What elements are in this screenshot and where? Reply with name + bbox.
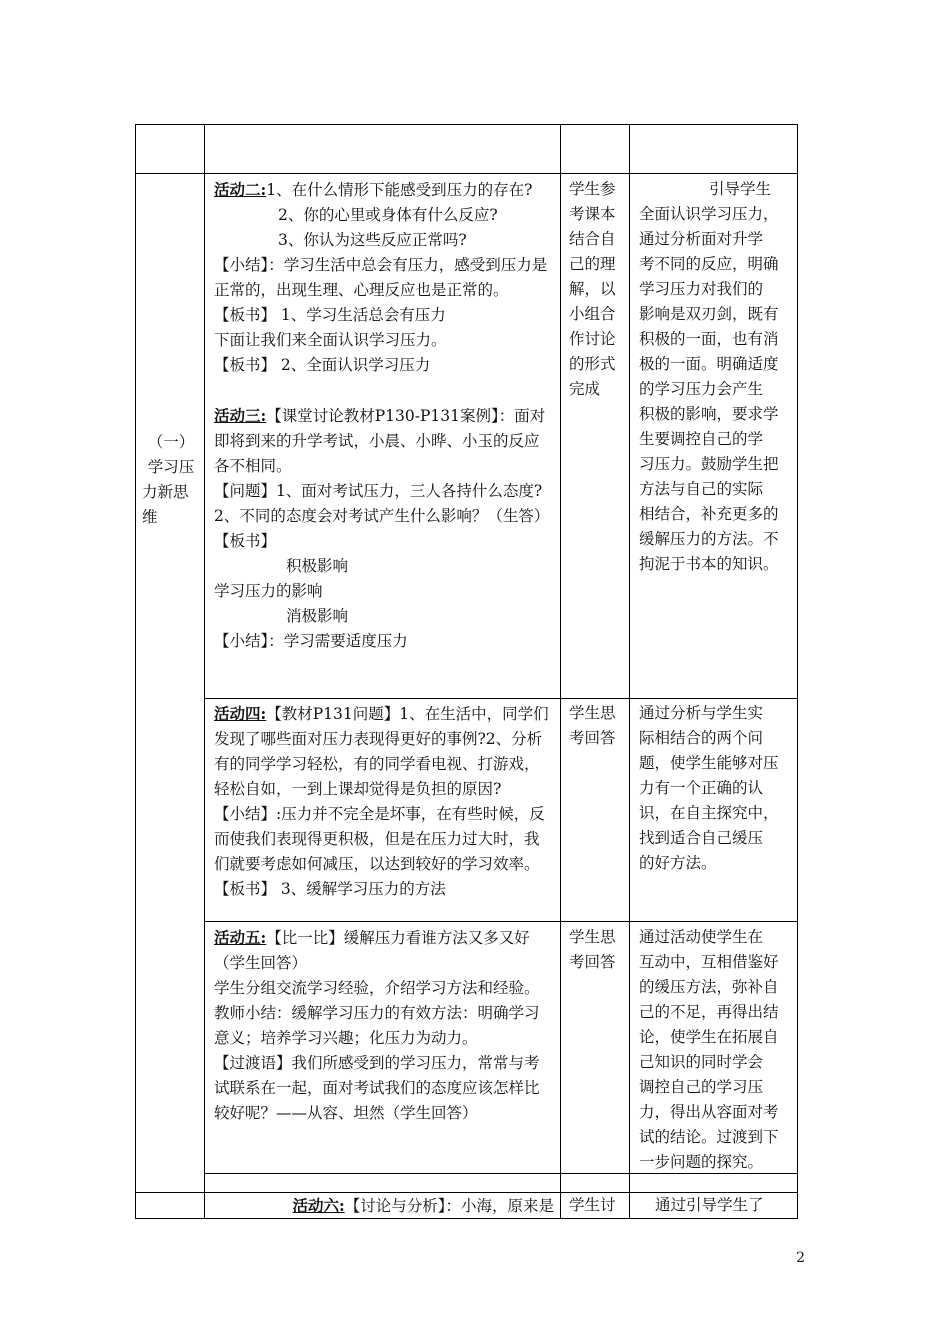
- content-line: 3、你认为这些反应正常吗?: [278, 231, 467, 249]
- goal-line: 的好方法。: [639, 854, 717, 872]
- section-line: 力新思: [142, 483, 189, 501]
- goal-line: 通过引导学生了: [655, 1196, 764, 1214]
- content-cell-row3: [214, 925, 554, 1126]
- content-line: 【过渡语】我们所感受到的学习压力，常常与考试联系在一起，面对考试我们的态度应该怎样比较好呢？——从容、坦然（学生回答）: [214, 1054, 540, 1122]
- goal-line: 通过分析面对升学: [639, 230, 764, 248]
- goal-cell-row1: [639, 177, 795, 577]
- goal-line: 试的结论。过渡到下: [639, 1128, 779, 1146]
- goal-line: 影响是双刃剑，既有: [639, 305, 779, 323]
- goal-cell-row3: [639, 925, 795, 1175]
- content-line: [214, 701, 554, 802]
- content-line: 【小结】：学习需要适度压力: [214, 632, 408, 650]
- goal-line: 的缓压方法，弥补自: [639, 978, 779, 996]
- table-line: [629, 124, 630, 1218]
- goal-line: 极的一面。明确适度: [639, 355, 779, 373]
- goal-line: 积极的影响，要求学: [639, 405, 779, 423]
- student-line: 学生参: [569, 180, 616, 198]
- section-line: 学习压: [147, 458, 195, 476]
- section-cell: [140, 430, 202, 530]
- goal-line: 己知识的同时学会: [639, 1053, 764, 1071]
- content-cell-row4: [214, 1193, 554, 1219]
- student-line: 小组合: [569, 305, 616, 323]
- goal-line: 通过活动使学生在: [639, 928, 764, 946]
- content-line: 2、你的心里或身体有什么反应?: [278, 206, 498, 224]
- goal-line: 题，使学生能够对压: [639, 754, 779, 772]
- goal-line: 力有一个正确的认: [639, 779, 764, 797]
- goal-line: 识，在自主探究中，: [639, 804, 779, 822]
- student-line: 考回答: [569, 729, 616, 747]
- goal-line: 通过分析与学生实: [639, 704, 764, 722]
- student-line: 作讨论: [569, 330, 616, 348]
- student-cell-row4: [569, 1193, 627, 1218]
- content-line: 【板书】 1、学习生活总会有压力: [214, 306, 446, 324]
- goal-line: 际相结合的两个问: [639, 729, 764, 747]
- student-line: 的形式: [569, 355, 616, 373]
- activity-label: 活动六:: [292, 1196, 345, 1215]
- content-text: 【课堂讨论教材P130-P131案例】：面对即将到来的升学考试，小晨、小晔、小玉的反应各不相同。: [214, 407, 546, 475]
- goal-line: 考不同的反应，明确: [639, 255, 779, 273]
- table-line: [204, 921, 798, 922]
- table-line: [204, 124, 205, 1218]
- activity-label: 活动四:: [214, 704, 267, 723]
- content-line: 学生分组交流学习经验，介绍学习方法和经验。: [214, 979, 540, 997]
- student-line: 解，以: [569, 280, 616, 298]
- goal-line: 习压力。鼓励学生把: [639, 455, 779, 473]
- goal-line: 方法与自己的实际: [639, 480, 764, 498]
- content-line: 教师小结：缓解学习压力的有效方法：明确学习意义；培养学习兴趣；化压力为动力。: [214, 1004, 540, 1047]
- goal-line: 引导学生: [709, 180, 772, 198]
- content-cell-row2: [214, 701, 554, 902]
- goal-line: 调控自己的学习压: [639, 1078, 764, 1096]
- activity-label: 活动二:: [214, 180, 267, 199]
- content-line: [214, 177, 554, 203]
- content-line: 下面让我们来全面认识学习压力。: [214, 331, 447, 349]
- goal-line: 相结合，补充更多的: [639, 505, 779, 523]
- table-line: [135, 173, 798, 174]
- table-line: [204, 698, 798, 699]
- goal-line: 互动中，互相借鉴好: [639, 953, 779, 971]
- goal-line: 拘泥于书本的知识。: [639, 555, 779, 573]
- content-line: 【板书】 2、全面认识学习压力: [214, 356, 431, 374]
- content-line: 消极影响: [286, 607, 349, 625]
- content-text: 【比一比】缓解压力看谁方法又多又好（学生回答）: [214, 929, 530, 972]
- student-line: 考课本: [569, 205, 616, 223]
- content-line: 积极影响: [286, 557, 349, 575]
- content-line: 【小结】:压力并不完全是坏事，在有些时候，反而使我们表现得更积极，但是在压力过大时，我们就要考虑如何减压，以达到较好的学习效率。: [214, 805, 545, 873]
- activity-label: 活动三:: [214, 406, 267, 425]
- page-number: 2: [796, 1250, 805, 1266]
- content-cell-row1: [214, 177, 554, 654]
- goal-line: 生要调控自己的学: [639, 430, 764, 448]
- table-line: [135, 124, 136, 1218]
- goal-line: 一步问题的探究。: [639, 1153, 764, 1171]
- content-line: [214, 1193, 554, 1219]
- activity-label: 活动五:: [214, 928, 267, 947]
- student-cell-row1: [569, 177, 627, 402]
- content-line: 【问题】1、面对考试压力，三人各持什么态度?2、不同的态度会对考试产生什么影响？（生答）: [214, 482, 550, 525]
- content-text: 1、在什么情形下能感受到压力的存在?: [266, 181, 533, 199]
- content-line: 【板书】 3、缓解学习压力的方法: [214, 880, 446, 898]
- table-line: [560, 124, 561, 1218]
- goal-line: 找到适合自己缓压: [639, 829, 764, 847]
- content-text: 【讨论与分析】：小海，原来是: [344, 1197, 554, 1215]
- goal-line: 积极的一面，也有消: [639, 330, 779, 348]
- goal-line: 缓解压力的方法。不: [639, 530, 779, 548]
- goal-line: 全面认识学习压力，: [639, 205, 779, 223]
- student-line: 完成: [569, 380, 601, 398]
- goal-line: 己的不足，再得出结: [639, 1003, 779, 1021]
- section-line: （一）: [147, 433, 195, 451]
- goal-cell-row2: [639, 701, 795, 876]
- student-line: 学生讨: [569, 1196, 616, 1214]
- goal-cell-row4: [639, 1193, 811, 1218]
- content-line: 【板书】: [214, 532, 277, 550]
- goal-line: 力，得出从容面对考: [639, 1103, 779, 1121]
- content-line: [214, 925, 554, 976]
- student-cell-row2: [569, 701, 627, 751]
- student-line: 学生思: [569, 928, 616, 946]
- content-line: 【小结】：学习生活中总会有压力，感受到压力是正常的，出现生理、心理反应也是正常的。: [214, 256, 548, 299]
- content-line: [214, 403, 554, 479]
- student-line: 结合自: [569, 230, 616, 248]
- student-line: 学生思: [569, 704, 616, 722]
- goal-line: 学习压力对我们的: [639, 280, 764, 298]
- goal-line: 论，使学生在拓展自: [639, 1028, 779, 1046]
- student-line: 考回答: [569, 953, 616, 971]
- table-line: [135, 124, 798, 125]
- student-line: 己的理: [569, 255, 616, 273]
- goal-line: 的学习压力会产生: [639, 380, 764, 398]
- blank-line: [214, 378, 554, 403]
- student-cell-row3: [569, 925, 627, 975]
- content-line: 学习压力的影响: [214, 582, 323, 600]
- section-line: 维: [142, 508, 158, 526]
- table-line: [797, 124, 798, 1218]
- content-text: 【教材P131问题】1、在生活中，同学们发现了哪些面对压力表现得更好的事例?2、分析有的同学学习轻松，有的同学看电视、打游戏，轻松自如，一到上课却觉得是负担的原因?: [214, 705, 549, 798]
